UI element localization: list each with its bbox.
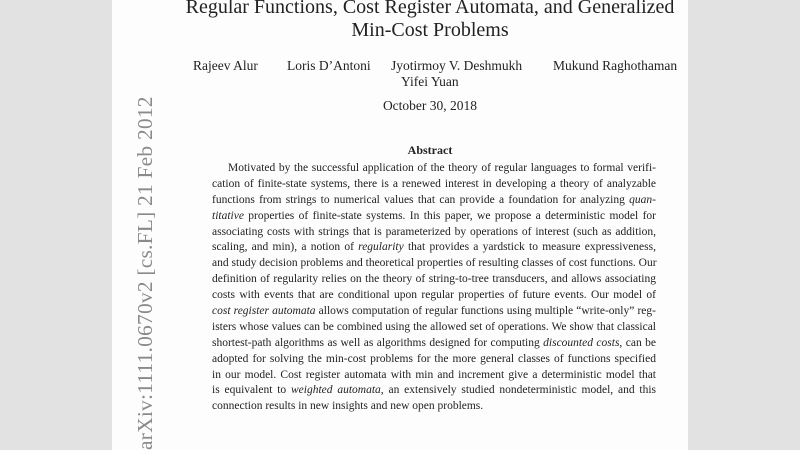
left-letterbox [0,0,112,450]
abstract-line [212,336,656,352]
abstract-line [212,288,656,304]
abstract-line [212,352,656,368]
abstract-text: definition of regularity relies on the theory of string-to-tree transducers, and allows associating [212,273,656,286]
abstract-text: , an extensively studied nondeterministic model, and this [380,384,657,397]
abstract-text: , can be [619,336,656,349]
abstract-text: in our model. Cost register automata with min and increment give a deterministic model that [212,368,656,381]
abstract-text: cation of finite-state systems, there is a renewed interest in developing a theory of analyzable [212,177,656,190]
title-line-2: Min-Cost Problems [351,19,509,41]
abstract-text: allows computation of regular functions using multiple “write-only” reg- [315,305,656,318]
abstract-text: that provides a yardstick to measure expressiveness, [403,241,656,254]
abstract-line [212,177,656,193]
author-name: Rajeev Alur [193,58,258,73]
paper-date: October 30, 2018 [382,98,478,113]
abstract-emphasis: cost register automata [212,305,316,318]
abstract-line [212,272,656,288]
abstract-emphasis: quan- [629,193,656,206]
author-name: Jyotirmoy V. Deshmukh [391,58,523,73]
author-name: Mukund Raghothaman [553,58,678,73]
abstract-text: and study decision problems and theoretical properties of resulting classes of cost functions. Our [212,257,657,270]
abstract-line [212,256,656,272]
abstract-text: Motivated by the successful application of the theory of regular languages to formal verifi- [228,162,656,174]
abstract-text: shortest-path algorithms as well as algorithms designed for computing [212,336,544,349]
abstract-line [212,383,656,399]
abstract-text: associating costs with strings that is parameterized by operations of interest (such as addition, [212,225,656,238]
author-name: Yifei Yuan [401,74,459,89]
abstract-text: functions from strings to numerical values that can provide a foundation for analyzing [212,193,630,206]
abstract-text: connection results in new insights and new open problems. [212,400,484,413]
abstract-text: isters whose values can be combined using the allowed set of operations. We show that classical [212,320,656,333]
abstract-line [212,320,656,336]
abstract-text: scaling, and min), a notion of [212,241,359,254]
abstract-emphasis: titative [212,209,244,222]
abstract-line [212,368,656,384]
arxiv-identifier: arXiv:1111.0670v2 [cs.FL] 21 Feb 2012 [133,96,157,450]
abstract-line [212,209,656,225]
paper-title [180,0,680,42]
abstract-text: properties of finite-state systems. In this paper, we propose a deterministic model for [243,209,656,222]
abstract-line [212,399,656,415]
abstract-heading: Abstract [407,143,453,157]
author-name: Loris D’Antoni [287,58,371,73]
right-letterbox [688,0,800,450]
abstract-line [212,193,656,209]
abstract-line [212,304,656,320]
abstract-body [212,161,656,415]
abstract-emphasis: discounted costs [543,336,620,349]
abstract-emphasis: regularity [358,241,404,254]
abstract-text: is equivalent to [212,384,291,397]
abstract-text: costs with events that are conditional upon regular properties of future events. Our model of [212,289,656,302]
title-line-1: Regular Functions, Cost Register Automata, and Generalized [185,0,675,18]
abstract-text: adopted for solving the min-cost problems for the more general classes of functions specified [212,352,656,365]
abstract-line [212,225,656,241]
abstract-emphasis: weighted automata [291,384,381,397]
abstract-line [212,240,656,256]
abstract-line [212,161,656,177]
